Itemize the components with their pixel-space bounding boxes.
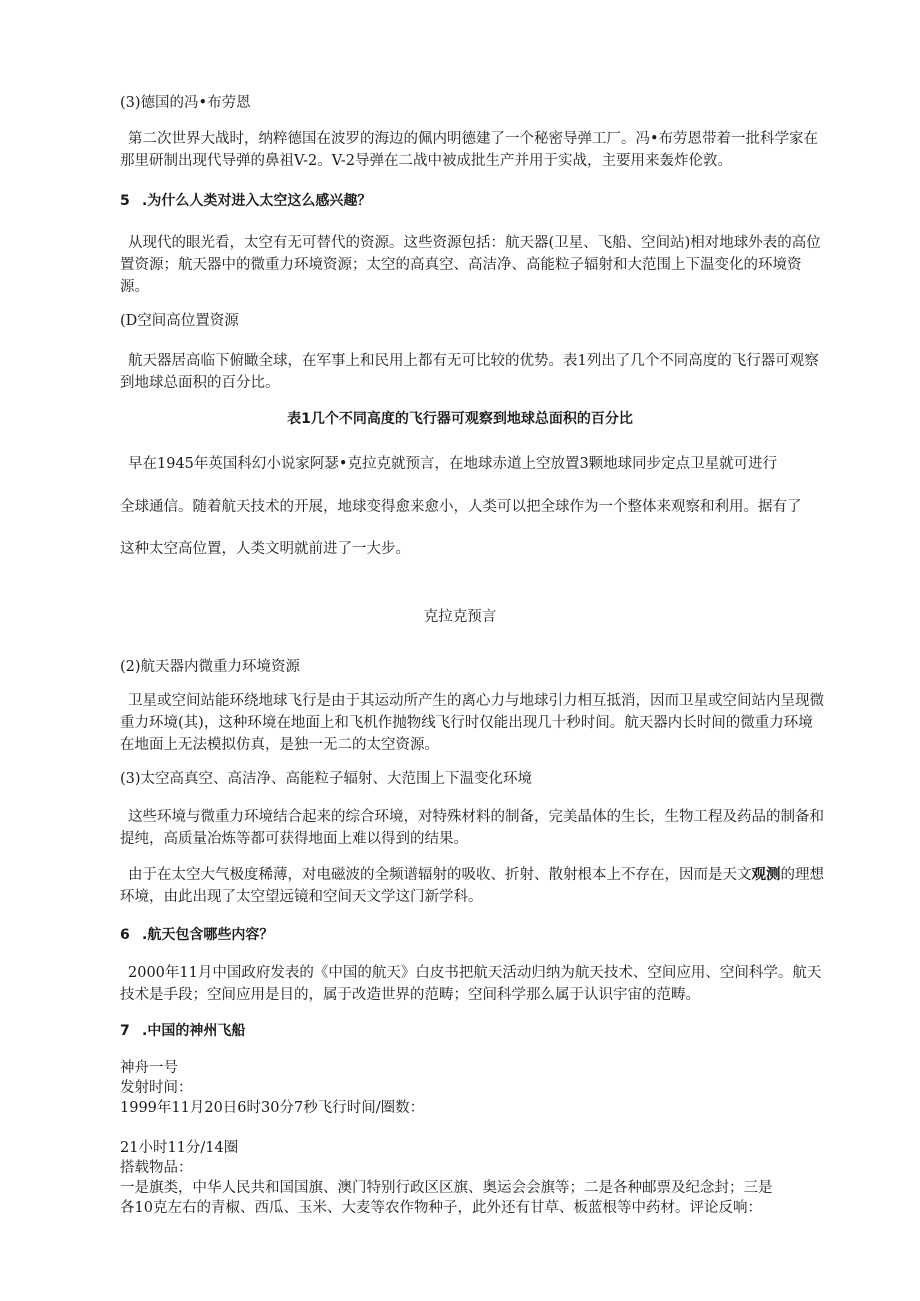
- resource-1-title: (D空间高位置资源: [120, 313, 239, 329]
- clarke-figure-caption: 克拉克预言: [423, 609, 497, 625]
- shenzhou-1-info: [120, 1058, 824, 1118]
- resource-2-body: 卫星或空间站能环绕地球飞行是由于其运动所产生的离心力与地球引力相互抵消，因而卫星或空间站内呈现微重力环境(其)，这种环境在地面上和飞机作抛物线飞行时仅能出现几十秒时间。航天器内长时间的微重力环境在地面上无法模拟仿真，是独一无二的太空资源。: [120, 693, 824, 753]
- clarke-paragraph-line-2: 全球通信。随着航天技术的开展，地球变得愈来愈小，人类可以把全球作为一个整体来观察和利用。据有了: [120, 499, 802, 515]
- resource-3-body-2-part-a: 由于在太空大气极度稀薄，对电磁波的全频谱辐射的吸收、折射、散射根本上不存在，因而是天文: [128, 867, 752, 883]
- table-1-caption: 表1几个不同高度的飞行器可观察到地球总面积的百分比: [287, 411, 633, 427]
- shenzhou-1-flight-value: 21小时11分/14圈: [120, 1140, 239, 1156]
- shenzhou-1-launch-label: 发射时间：: [120, 1080, 193, 1096]
- resource-3-body-2: [120, 864, 824, 908]
- shenzhou-1-payload-line-1: 一是旗类，中华人民共和国国旗、澳门特别行政区区旗、奥运会会旗等；二是各种邮票及纪念封；三是: [120, 1180, 773, 1196]
- resource-3-body-1: 这些环境与微重力环境结合起来的综合环境，对特殊材料的制备，完美晶体的生长，生物工程及药品的制备和提纯，高质量冶炼等都可获得地面上难以得到的结果。: [120, 809, 824, 847]
- question-6-body: 2000年11月中国政府发表的《中国的航天》白皮书把航天活动归纳为航天技术、空间应用、空间科学。航天技术是手段；空间应用是目的，属于改造世界的范畴；空间科学那么属于认识宇宙的范畴。: [120, 965, 822, 1003]
- shenzhou-1-payload-label: 搭载物品：: [120, 1160, 193, 1176]
- question-6-title: .航天包含哪些内容？: [142, 927, 274, 943]
- resource-2-title: (2)航天器内微重力环境资源: [120, 659, 301, 675]
- shenzhou-1-details: [120, 1138, 824, 1218]
- clarke-paragraph-line-3: 这种太空高位置，人类文明就前进了一大步。: [120, 541, 410, 557]
- resource-1-body: 航天器居高临下俯瞰全球，在军事上和民用上都有无可比较的优势。表1列出了几个不同高度的飞行器可观察到地球总面积的百分比。: [120, 353, 819, 391]
- clarke-paragraph-line-1: 早在1945年英国科幻小说家阿瑟•克拉克就预言，在地球赤道上空放置3颗地球同步定点卫星就可进行: [128, 456, 778, 472]
- resource-3-body-2-bold: 观测: [751, 866, 781, 883]
- question-7-title: .中国的神州飞船: [142, 1023, 246, 1039]
- resource-3-title: (3)太空高真空、高洁净、高能粒子辐射、大范围上下温变化环境: [120, 771, 533, 787]
- question-6-number: 6: [120, 927, 130, 943]
- question-5-number: 5: [120, 193, 130, 209]
- shenzhou-1-launch-value: 1999年11月20日6时30分7秒飞行时间/圈数：: [120, 1100, 425, 1116]
- section-vonbraun-body: 第二次世界大战时，纳粹德国在波罗的海边的佩内明德建了一个秘密导弹工厂。冯•布劳恩带着一批科学家在那里研制出现代导弹的鼻祖V-2。V-2导弹在二战中被成批生产并用于实战，主要用来轰炸伦敦。: [120, 131, 819, 169]
- shenzhou-1-payload-line-2: 各10克左右的青椒、西瓜、玉米、大麦等农作物种子，此外还有甘草、板蓝根等中药材。评论反响：: [120, 1200, 762, 1216]
- resource-3-body-2-part-b: 的理想环境，由此出现了太空望远镜和空间天文学这门新学科。: [120, 867, 824, 905]
- question-5-heading: [120, 190, 824, 212]
- section-vonbraun-title: (3)德国的冯•布劳恩: [120, 95, 251, 111]
- shenzhou-1-name: 神舟一号: [120, 1060, 178, 1076]
- question-6-heading: [120, 924, 824, 946]
- question-7-heading: [120, 1020, 824, 1042]
- question-7-number: 7: [120, 1023, 130, 1039]
- question-5-title: .为什么人类对进入太空这么感兴趣？: [142, 193, 372, 209]
- question-5-intro: 从现代的眼光看，太空有无可替代的资源。这些资源包括：航天器(卫星、飞船、空间站)相对地球外表的高位置资源；航天器中的微重力环境资源；太空的高真空、高洁净、高能粒子辐射和大范围上下温变化的环境资源。: [120, 235, 821, 295]
